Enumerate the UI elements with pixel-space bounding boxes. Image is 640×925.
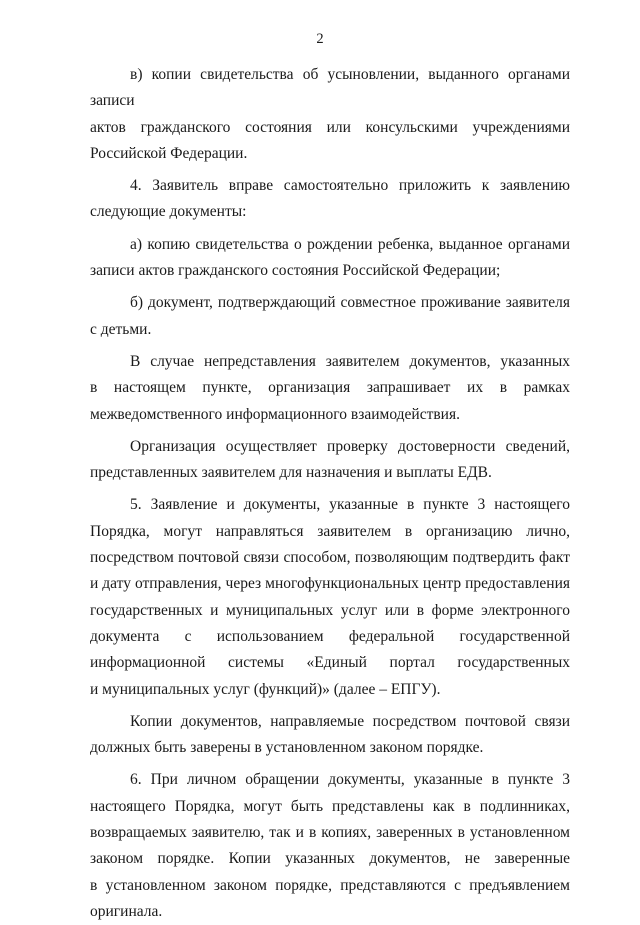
paragraph-postal-copies	[90, 709, 570, 762]
paragraph-cohabitation-document	[90, 290, 570, 343]
document-body	[90, 62, 570, 925]
paragraph-item-5	[90, 492, 570, 702]
text-line: документа с использованием федеральной государственной	[90, 627, 570, 645]
text-line: межведомственного информационного взаимодействия.	[90, 405, 460, 423]
text-line: и дату отправления, через многофункциональных центр предоставления	[90, 575, 570, 593]
text-line: Порядка, могут направляться заявителем в организацию лично,	[90, 522, 570, 540]
paragraph-adoption-certificate	[90, 62, 570, 167]
text-line: в установленном законом порядке, представляются с предъявлением	[90, 876, 570, 894]
text-line: 5. Заявление и документы, указанные в пункте 3 настоящего	[130, 496, 570, 514]
text-line: информационной системы «Единый портал государственных	[90, 654, 570, 672]
paragraph-item-4	[90, 173, 570, 226]
text-line: посредством почтовой связи способом, позволяющим подтвердить факт	[90, 549, 570, 567]
text-line: представленных заявителем для назначения и выплаты ЕДВ.	[90, 464, 492, 482]
text-line: в настоящем пункте, организация запрашивает их в рамках	[90, 379, 570, 397]
page-number: 2	[316, 31, 324, 47]
text-line: 4. Заявитель вправе самостоятельно приложить к заявлению	[130, 177, 570, 195]
text-line: возвращаемых заявителю, так и в копиях, заверенных в установленном	[90, 824, 570, 842]
text-line: и муниципальных услуг (функций)» (далее – ЕПГУ).	[90, 680, 441, 698]
text-line: с детьми.	[90, 320, 152, 338]
text-line: 6. При личном обращении документы, указанные в пункте 3	[130, 771, 570, 789]
text-line: законом порядке. Копии указанных документов, не заверенные	[90, 850, 570, 868]
text-line: следующие документы:	[90, 203, 247, 221]
paragraph-verification	[90, 434, 570, 487]
text-line: должных быть заверены в установленном законом порядке.	[90, 739, 484, 757]
paragraph-item-6	[90, 767, 570, 925]
text-line: Копии документов, направляемые посредством почтовой связи	[130, 712, 570, 730]
text-line: записи актов гражданского состояния Российской Федерации;	[90, 262, 501, 280]
text-line: Организация осуществляет проверку достоверности сведений,	[130, 437, 570, 455]
text-line: оригинала.	[90, 902, 163, 920]
paragraph-interagency-request	[90, 349, 570, 428]
text-line: актов гражданского состояния или консульскими учреждениями	[90, 118, 570, 136]
text-line: б) документ, подтверждающий совместное проживание заявителя	[130, 294, 570, 312]
paragraph-birth-certificate	[90, 232, 570, 285]
text-line: Российской Федерации.	[90, 144, 248, 162]
text-line: а) копию свидетельства о рождении ребенка, выданное органами	[130, 235, 570, 253]
text-line: В случае непредставления заявителем документов, указанных	[130, 352, 570, 370]
text-line: настоящего Порядка, могут быть представлены как в подлинниках,	[90, 797, 570, 815]
text-line: государственных и муниципальных услуг или в форме электронного	[90, 601, 570, 619]
text-line: в) копии свидетельства об усыновлении, выданного органами записи	[90, 66, 570, 110]
